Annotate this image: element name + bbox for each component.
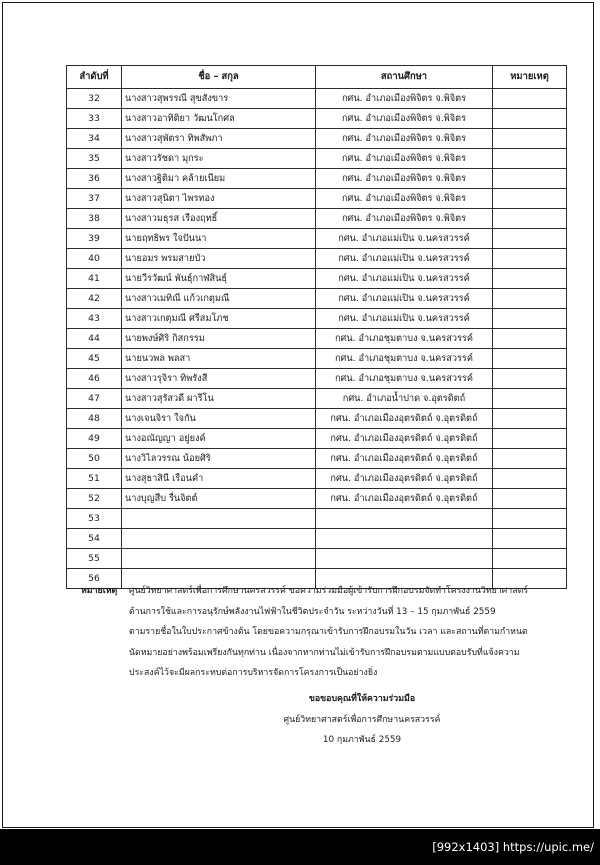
row-number: 50 <box>67 449 122 469</box>
note-label: หมายเหตุ <box>81 586 118 596</box>
row-name: นางสาวเกตุมณี ศรีสมโภช <box>122 309 316 329</box>
row-institution: กศน. อำเภอแม่เปิน จ.นครสวรรค์ <box>316 289 493 309</box>
row-institution: กศน. อำเภอเมืองอุตรดิตถ์ จ.อุตรดิตถ์ <box>316 429 493 449</box>
closing-date: 10 กุมภาพันธ์ 2559 <box>322 735 402 745</box>
row-institution: กศน. อำเภอเมืองอุตรดิตถ์ จ.อุตรดิตถ์ <box>316 449 493 469</box>
column-header-number: ลำดับที่ <box>67 66 122 89</box>
row-name: นายวีรวัฒน์ พันธุ์กาฬสินธุ์ <box>122 269 316 289</box>
table-row <box>67 249 567 269</box>
row-institution: กศน. อำเภอเมืองพิจิตร จ.พิจิตร <box>316 89 493 109</box>
closing-thanks: ขอขอบคุณที่ให้ความร่วมมือ <box>308 694 416 704</box>
row-note <box>493 389 567 409</box>
table-header-row <box>67 66 567 89</box>
row-institution: กศน. อำเภอแม่เปิน จ.นครสวรรค์ <box>316 309 493 329</box>
row-note <box>493 489 567 509</box>
row-institution: กศน. อำเภอแม่เปิน จ.นครสวรรค์ <box>316 249 493 269</box>
row-institution: กศน. อำเภอแม่เปิน จ.นครสวรรค์ <box>316 269 493 289</box>
row-number: 41 <box>67 269 122 289</box>
row-number: 55 <box>67 549 122 569</box>
row-note <box>493 229 567 249</box>
row-institution: กศน. อำเภอเมืองพิจิตร จ.พิจิตร <box>316 189 493 209</box>
row-institution: กศน. อำเภอเมืองอุตรดิตถ์ จ.อุตรดิตถ์ <box>316 469 493 489</box>
row-name <box>122 529 316 549</box>
row-institution: กศน. อำเภอเมืองอุตรดิตถ์ จ.อุตรดิตถ์ <box>316 489 493 509</box>
row-institution: กศน. อำเภอเมืองพิจิตร จ.พิจิตร <box>316 169 493 189</box>
row-name: นางสาวเมทิณี แก้วเกตุมณี <box>122 289 316 309</box>
row-institution: กศน. อำเภอชุมตาบง จ.นครสวรรค์ <box>316 329 493 349</box>
row-note <box>493 309 567 329</box>
row-note <box>493 449 567 469</box>
row-institution <box>316 529 493 549</box>
table-row <box>67 329 567 349</box>
row-note <box>493 289 567 309</box>
note-paragraph <box>66 581 538 684</box>
row-note <box>493 549 567 569</box>
table-row <box>67 189 567 209</box>
row-number: 44 <box>67 329 122 349</box>
row-number: 53 <box>67 509 122 529</box>
row-note <box>493 369 567 389</box>
row-number: 45 <box>67 349 122 369</box>
column-header-name: ชื่อ – สกุล <box>122 66 316 89</box>
row-number: 47 <box>67 389 122 409</box>
column-header-note: หมายเหตุ <box>493 66 567 89</box>
row-note <box>493 169 567 189</box>
row-name <box>122 549 316 569</box>
row-number: 54 <box>67 529 122 549</box>
row-name: นางสาวฐิติมา คล้ายเนียม <box>122 169 316 189</box>
row-name: นางสาวสุนิตา ไพรทอง <box>122 189 316 209</box>
row-note <box>493 149 567 169</box>
row-note <box>493 509 567 529</box>
row-institution: กศน. อำเภอเมืองพิจิตร จ.พิจิตร <box>316 129 493 149</box>
row-number: 37 <box>67 189 122 209</box>
row-note <box>493 409 567 429</box>
row-name: นางสาวสุรัสวดี ผารีโน <box>122 389 316 409</box>
row-note <box>493 469 567 489</box>
note-line: ตามรายชื่อในใบประกาศข้างต้น โดยขอความกรุณาเข้ารับการฝึกอบรมในวัน เวลา และสถานที่ตามกำหนด <box>129 627 528 637</box>
row-name: นายพงษ์ศิริ กิสกรรม <box>122 329 316 349</box>
row-number: 40 <box>67 249 122 269</box>
table-row <box>67 489 567 509</box>
row-number: 32 <box>67 89 122 109</box>
row-name: นางสาวสุพรรณี สุขสังขาร <box>122 89 316 109</box>
row-name: นายนวพล พลสา <box>122 349 316 369</box>
row-note <box>493 109 567 129</box>
table-row <box>67 129 567 149</box>
note-line: ประสงค์ไว้จะมีผลกระทบต่อการบริหารจัดการโครงการเป็นอย่างยิ่ง <box>129 668 378 678</box>
table-row <box>67 509 567 529</box>
column-header-institution: สถานศึกษา <box>316 66 493 89</box>
row-number: 52 <box>67 489 122 509</box>
row-number: 49 <box>67 429 122 449</box>
table-row <box>67 269 567 289</box>
row-note <box>493 529 567 549</box>
row-note <box>493 349 567 369</box>
row-note <box>493 269 567 289</box>
row-institution: กศน. อำเภอเมืองอุตรดิตถ์ จ.อุตรดิตถ์ <box>316 409 493 429</box>
row-number: 38 <box>67 209 122 229</box>
closing-organization: ศูนย์วิทยาศาสตร์เพื่อการศึกษานครสวรรค์ <box>283 714 441 725</box>
note-line: ด้านการใช้และการอนุรักษ์พลังงานไฟฟ้าในชีวิตประจำวัน ระหว่างวันที่ 13 – 15 กุมภาพันธ์ 2559 <box>129 606 496 617</box>
row-number: 35 <box>67 149 122 169</box>
table-row <box>67 149 567 169</box>
table-row <box>67 549 567 569</box>
row-number: 36 <box>67 169 122 189</box>
table-row <box>67 169 567 189</box>
row-institution: กศน. อำเภอเมืองพิจิตร จ.พิจิตร <box>316 209 493 229</box>
table-row <box>67 229 567 249</box>
row-institution <box>316 509 493 529</box>
row-number: 42 <box>67 289 122 309</box>
row-institution: กศน. อำเภอแม่เปิน จ.นครสวรรค์ <box>316 229 493 249</box>
table-row <box>67 409 567 429</box>
row-institution: กศน. อำเภอชุมตาบง จ.นครสวรรค์ <box>316 369 493 389</box>
row-name: นางสาวรัชดา มุกระ <box>122 149 316 169</box>
table-row <box>67 349 567 369</box>
table-row <box>67 209 567 229</box>
row-name: นายฤทธิพร ใจปันนา <box>122 229 316 249</box>
table-row <box>67 309 567 329</box>
table-row <box>67 109 567 129</box>
row-note <box>493 129 567 149</box>
note-block <box>66 581 538 684</box>
row-note <box>493 329 567 349</box>
row-name: นางวิไลวรรณ น้อยศิริ <box>122 449 316 469</box>
row-number: 56 <box>67 569 122 589</box>
row-name: นายอมร พรมสายบัว <box>122 249 316 269</box>
row-note <box>493 429 567 449</box>
closing-block <box>66 689 538 751</box>
note-line: นัดหมายอย่างพร้อมเพรียงกันทุกท่าน เนื่องจากหากท่านไม่เข้ารับการฝึกอบรมตามแบบตอบรับที่แจ้งความ <box>129 647 520 658</box>
row-number: 33 <box>67 109 122 129</box>
row-name <box>122 509 316 529</box>
row-name: นางสาวอาทิติยา วัฒนโกศล <box>122 109 316 129</box>
row-name: นางสาวมธุรส เรืองฤทธิ์ <box>122 209 316 229</box>
table-row <box>67 89 567 109</box>
row-institution: กศน. อำเภอเมืองพิจิตร จ.พิจิตร <box>316 109 493 129</box>
table-body <box>67 89 567 589</box>
table-row <box>67 289 567 309</box>
table-row <box>67 369 567 389</box>
table-row <box>67 429 567 449</box>
row-name: นางสาวสุพัตรา ทิพสัพภา <box>122 129 316 149</box>
row-institution: กศน. อำเภอชุมตาบง จ.นครสวรรค์ <box>316 349 493 369</box>
row-number: 51 <box>67 469 122 489</box>
row-note <box>493 89 567 109</box>
row-note <box>493 189 567 209</box>
row-number: 43 <box>67 309 122 329</box>
watermark-text: [992x1403] https://upic.me/ <box>432 840 594 854</box>
table-row <box>67 469 567 489</box>
watermark-bar <box>0 829 600 865</box>
row-note <box>493 249 567 269</box>
row-number: 39 <box>67 229 122 249</box>
table-row <box>67 389 567 409</box>
row-number: 34 <box>67 129 122 149</box>
row-note <box>493 209 567 229</box>
table-row <box>67 529 567 549</box>
document-page <box>2 2 594 828</box>
row-name: นางสาวรุจิรา ทิพรังสี <box>122 369 316 389</box>
row-institution <box>316 549 493 569</box>
participant-roster-table <box>66 65 567 589</box>
note-line: ศูนย์วิทยาศาสตร์เพื่อการศึกษานครสวรรค์ ขอความร่วมมือผู้เข้ารับการฝึกอบรมจัดทำโครงงานวิทยาศาสตร์ <box>129 586 529 596</box>
row-name: นางสุธาสินี เรือนคำ <box>122 469 316 489</box>
row-institution: กศน. อำเภอเมืองพิจิตร จ.พิจิตร <box>316 149 493 169</box>
row-institution: กศน. อำเภอน้ำปาด จ.อุตรดิตถ์ <box>316 389 493 409</box>
row-name: นางบุญสืบ รื่นจิตต์ <box>122 489 316 509</box>
table-row <box>67 449 567 469</box>
row-name: นางเจนจิรา ใจกัน <box>122 409 316 429</box>
row-name: นางอณัญญา อยู่ยงค์ <box>122 429 316 449</box>
row-number: 46 <box>67 369 122 389</box>
row-number: 48 <box>67 409 122 429</box>
